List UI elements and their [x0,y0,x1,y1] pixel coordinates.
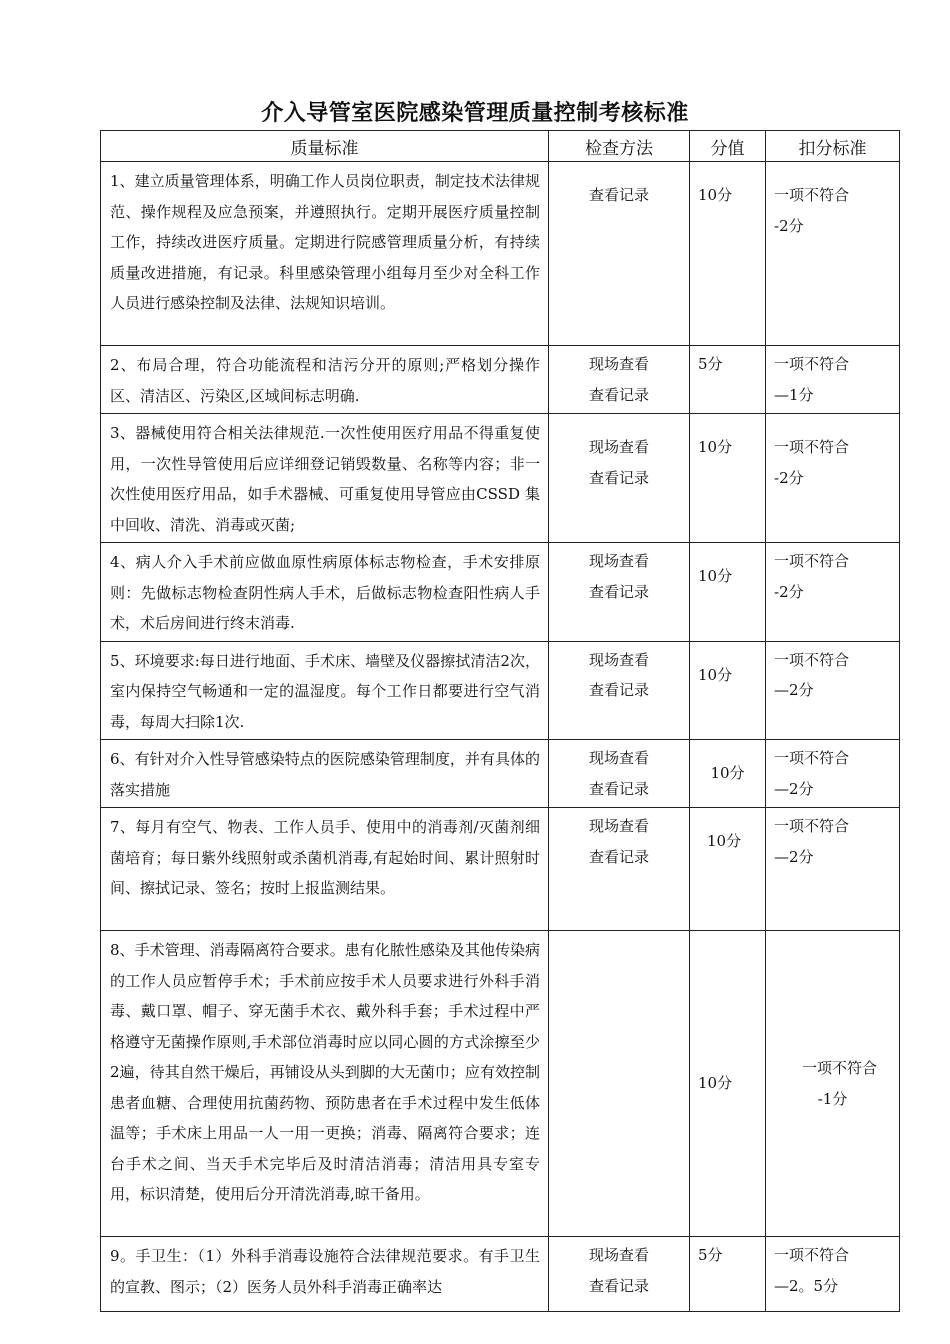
method-line: 现场查看 [588,749,649,767]
deduction-line: —2。5分 [774,1276,839,1295]
deduction-rule [766,543,899,607]
deduction-line: 一项不符合 [774,355,850,373]
check-method [549,642,689,706]
table-row [101,543,900,642]
deduction-line: 一项不符合 [774,186,850,204]
table-row [101,641,900,740]
deduction-rule [766,1237,899,1301]
method-line: 现场查看 [588,355,649,373]
method-line: 现场查看 [588,552,649,570]
score-value: 5分 [698,355,723,373]
deduction-line: 一项不符合 [774,438,850,456]
check-method [549,162,689,211]
header-quality-standard: 质量标准 [101,131,549,162]
score-value: 10分 [710,764,745,783]
table-row [101,808,900,931]
standard-text: 2、布局合理，符合功能流程和洁污分开的原则;严格划分操作区、清洁区、污染区,区域间标志明确. [110,356,540,405]
table-row [101,162,900,346]
standard-text: 8、手术管理、消毒隔离符合要求。患有化脓性感染及其他传染病的工作人员应暂停手术；手术前应按手术人员要求进行外科手消毒、戴口罩、帽子、穿无菌手术衣、戴外科手套；手术过程中严格遵守无菌操作原则,手术部位消毒时应以同心圆的方式涂擦至少2遍，待其自然干燥后，再铺设从头到脚的大无菌巾；应有效控制患者血糖、合理使用抗菌药物、预防患者在手术过程中发生低体温等；手术床上用品一人一用一更换；消毒、隔离符合要求；连台手术之间、当天手术完毕后及时清洁消毒；清洁用具专室专用，标识清楚，使用后分开清洗消毒,晾干备用。 [110,941,540,1203]
score-value: 10分 [698,567,733,585]
deduction-line: -2分 [774,468,804,487]
score-value: 10分 [707,832,742,850]
table-row [101,346,900,414]
assessment-table [100,130,900,1312]
method-line: 查看记录 [588,1276,649,1295]
deduction-rule [766,414,899,493]
deduction-line: 一项不符合 [774,817,850,835]
check-method [549,346,689,410]
deduction-line: -2分 [774,216,804,235]
method-line: 查看记录 [588,186,649,204]
standard-text: 6、有针对介入性导管感染特点的医院感染管理制度，并有具体的落实措施 [110,750,540,799]
standard-text: 4、病人介入手术前应做血原性病原体标志物检查，手术安排原则：先做标志物检查阴性病人手术，后做标志物检查阳性病人手术，术后房间进行终末消毒. [110,553,540,632]
check-method [549,740,689,804]
method-line: 现场查看 [588,650,649,669]
deduction-line: —2分 [774,847,814,866]
table-row [101,740,900,808]
score-value: 10分 [698,1074,733,1093]
standard-text: 3、器械使用符合相关法律规范.一次性使用医疗用品不得重复使用，一次性导管使用后应详细登记销毁数量、名称等内容；非一次性使用医疗用品，如手术器械、可重复使用导管应由CSSD 集中回收、清洗、消毒或灭菌; [110,424,540,534]
method-line: 现场查看 [588,438,649,456]
score-value: 10分 [698,186,733,204]
deduction-line: 一项不符合 [774,1246,850,1264]
deduction-line: -1分 [817,1089,848,1108]
deduction-line: 一项不符合 [774,749,850,767]
method-line: 查看记录 [588,582,649,601]
deduction-line: —2分 [774,681,814,699]
deduction-rule [766,162,899,241]
standard-text: 9。手卫生：（1）外科手消毒设施符合法律规范要求。有手卫生的宣教、图示；（2）医务人员外科手消毒正确率达 [110,1247,540,1296]
method-line: 查看记录 [588,468,649,487]
deduction-line: —2分 [774,779,814,798]
header-deduction: 扣分标准 [766,131,900,162]
header-check-method: 检查方法 [549,131,690,162]
table-row [101,1237,900,1312]
deduction-line: 一项不符合 [774,552,850,570]
check-method [549,543,689,607]
method-line: 查看记录 [588,779,649,798]
deduction-line: 一项不符合 [774,650,850,669]
score-value: 5分 [698,1246,723,1264]
score-value: 10分 [698,438,733,456]
deduction-rule [766,808,899,872]
table-header-row [101,131,900,162]
deduction-line: -2分 [774,582,804,601]
check-method [549,808,689,872]
document-title: 介入导管室医院感染管理质量控制考核标准 [261,100,689,126]
standard-text: 5、环境要求:每日进行地面、手术床、墙壁及仪器擦拭清洁2次，室内保持空气畅通和一定的温湿度。每个工作日都要进行空气消毒，每周大扫除1次. [110,651,540,731]
method-line: 查看记录 [588,681,649,699]
method-line: 现场查看 [588,1246,649,1264]
header-score: 分值 [690,131,766,162]
standard-text: 1、建立质量管理体系，明确工作人员岗位职责，制定技术法律规范、操作规程及应急预案，并遵照执行。定期开展医疗质量控制工作，持续改进医疗质量。定期进行院感管理质量分析，有持续质量改进措施，有记录。科里感染管理小组每月至少对全科工作人员进行感染控制及法律、法规知识培训。 [110,172,540,312]
check-method [549,414,689,493]
check-method [549,1237,689,1301]
method-line: 查看记录 [588,385,649,404]
table-row [101,931,900,1237]
table-row [101,414,900,543]
method-line: 查看记录 [588,847,649,866]
deduction-rule [766,740,899,804]
deduction-rule [766,1053,899,1114]
score-value: 10分 [698,665,733,684]
standard-text: 7、每月有空气、物表、工作人员手、使用中的消毒剂/灭菌剂细菌培育；每日紫外线照射或杀菌机消毒,有起始时间、累计照射时间、擦拭记录、签名；按时上报监测结果。 [110,818,540,897]
deduction-line: 一项不符合 [801,1059,877,1077]
deduction-line: —1分 [774,385,814,404]
deduction-rule [766,346,899,410]
deduction-rule [766,642,899,706]
check-method [549,931,689,934]
method-line: 现场查看 [588,817,649,835]
